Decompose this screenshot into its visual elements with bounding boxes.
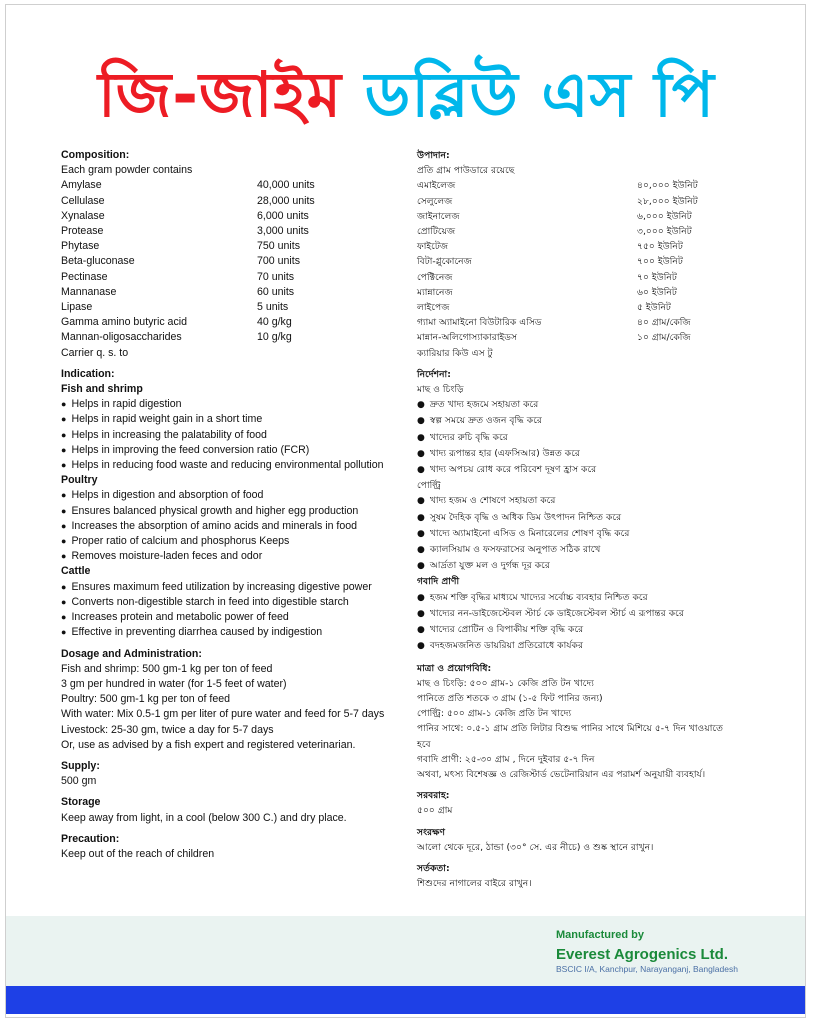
bn-dosage-heading: মাত্রা ও প্রয়োগবিধি: [417, 662, 492, 674]
dosage-line: অথবা, মৎস্য বিশেষজ্ঞ ও রেজিস্টার্ড ভেটেনারিয়ান এর পরামর্শ অনুযায়ী ব্যবহার্য। [417, 768, 706, 780]
bn-cattle-list [417, 590, 762, 655]
ingredient-name: Mannan-oligosaccharides [61, 331, 182, 344]
list-item: ● Helps in digestion and absorption of food [61, 488, 401, 503]
list-item: ● খাদ্যের নন-ডাইজেস্টেবল স্টার্চ কে ডাইজেস্টেবল স্টার্চ এ রূপান্তর করে [417, 606, 762, 622]
bottom-color-bar [6, 986, 805, 1014]
composition-row [61, 239, 401, 254]
ingredient-name: সেলুলেজ [417, 195, 453, 207]
composition-row [61, 300, 401, 315]
ingredient-amount: 40,000 units [257, 179, 315, 192]
ingredient-amount: ৬,০০০ ইউনিট [637, 210, 692, 222]
bn-carrier-line: ক্যারিয়ার কিউ এস টু [417, 347, 493, 359]
poultry-heading: Poultry [61, 474, 98, 487]
ingredient-amount: ১০ গ্রাম/কেজি [637, 332, 691, 344]
list-item: ● খাদ্যের প্রোটিন ও বিপাকীয় শক্তি বৃদ্ধি করে [417, 622, 762, 638]
ingredient-amount: ৭০০ ইউনিট [637, 256, 683, 268]
bengali-column [417, 148, 762, 891]
title-part-cyan: ডব্লিউ এস পি [364, 58, 715, 131]
composition-row [417, 194, 762, 209]
composition-row [417, 330, 762, 345]
list-item: ● সুষম দৈহিক বৃদ্ধি ও অধিক ডিম উৎপাদন নিশ্চিত করে [417, 510, 762, 526]
list-item: ● Increases the absorption of amino acids and minerals in food [61, 519, 401, 534]
dosage-line: With water: Mix 0.5-1 gm per liter of pure water and feed for 5-7 days [61, 708, 385, 721]
ingredient-name: বিটা-গ্লুকোনেজ [417, 256, 472, 268]
composition-row [417, 315, 762, 330]
dosage-line: Poultry: 500 gm-1 kg per ton of feed [61, 693, 231, 706]
list-item: ● Helps in rapid digestion [61, 397, 401, 412]
ingredient-amount: 60 units [257, 285, 295, 298]
bn-fish-list [417, 397, 762, 478]
fish-list [61, 397, 401, 473]
list-item: ● Helps in rapid weight gain in a short time [61, 412, 401, 427]
list-item: ● দ্রুত খাদ্য হজমে সহায়তা করে [417, 397, 762, 413]
ingredient-amount: 5 units [257, 301, 289, 314]
ingredient-amount: 700 units [257, 255, 300, 268]
bn-cattle-heading: গবাদি প্রাণী [417, 576, 460, 588]
bn-storage-value: আলো থেকে দূরে, ঠান্ডা (৩০° সে. এর নীচে) ও শুষ্ক স্থানে রাখুন। [417, 841, 654, 853]
composition-row [61, 270, 401, 285]
bn-dosage-lines [417, 676, 762, 782]
ingredient-name: Gamma amino butyric acid [61, 316, 187, 329]
ingredient-name: ম্যান্নানেজ [417, 286, 453, 298]
composition-row [417, 224, 762, 239]
dosage-heading: Dosage and Administration: [61, 647, 202, 660]
cattle-heading: Cattle [61, 565, 91, 578]
list-item: ● খাদ্য হজম ও শোষণে সহায়তা করে [417, 493, 762, 509]
composition-list [61, 178, 401, 345]
company-address: BSCIC I/A, Kanchpur, Narayanganj, Bangladesh [556, 964, 738, 974]
fish-heading: Fish and shrimp [61, 383, 143, 396]
bn-composition-heading: উপাদান: [417, 150, 450, 161]
ingredient-amount: 3,000 units [257, 225, 309, 238]
list-item: ● Effective in preventing diarrhea caused by indigestion [61, 625, 401, 640]
composition-row [417, 239, 762, 254]
composition-row [61, 194, 401, 209]
list-item: ● খাদ্য অপচয় রোধ করে পরিবেশ দূষণ হ্রাস করে [417, 462, 762, 478]
bn-indication-heading: নির্দেশনা: [417, 368, 451, 380]
ingredient-name: Phytase [61, 240, 100, 253]
list-item: ● খাদ্যে অ্যামাইনো এসিড ও মিনারেলের শোষণ বৃদ্ধি করে [417, 526, 762, 542]
composition-row [417, 178, 762, 193]
ingredient-name: Lipase [61, 301, 93, 314]
bn-composition-list [417, 178, 762, 345]
storage-value: Keep away from light, in a cool (below 300 C.) and dry place. [61, 811, 347, 824]
composition-intro: Each gram powder contains [61, 164, 193, 177]
supply-heading: Supply: [61, 759, 100, 772]
composition-row [417, 254, 762, 269]
product-title [0, 52, 813, 138]
storage-heading: Storage [61, 796, 101, 809]
list-item: ● আর্দ্রতা যুক্ত মল ও দুর্গন্ধ দূর করে [417, 558, 762, 574]
dosage-line: Fish and shrimp: 500 gm-1 kg per ton of feed [61, 662, 273, 675]
composition-row [61, 330, 401, 345]
bn-composition-intro: প্রতি গ্রাম পাউডারে রয়েছে [417, 165, 515, 177]
composition-row [61, 178, 401, 193]
ingredient-amount: ৬০ ইউনিট [637, 286, 677, 298]
dosage-line: পানিতে প্রতি শতকে ৩ গ্রাম (১-৫ ফিট পানির জন্য) [417, 692, 603, 704]
title-part-red: জি-জাইম [98, 58, 343, 131]
ingredient-name: প্রোটিয়েজ [417, 226, 456, 238]
ingredient-amount: ৪০ গ্রাম/কেজি [637, 317, 691, 329]
ingredient-amount: 28,000 units [257, 194, 315, 207]
composition-row [61, 315, 401, 330]
ingredient-name: Pectinase [61, 270, 108, 283]
cattle-list [61, 580, 401, 641]
dosage-line: পোল্ট্রি: ৫০০ গ্রাম-১ কেজি প্রতি টন খাদ্যে [417, 708, 572, 720]
list-item: ● হজম শক্তি বৃদ্ধির মাধ্যমে খাদ্যের সর্বোচ্চ ব্যবহার নিশ্চিত করে [417, 590, 762, 606]
ingredient-amount: 10 g/kg [257, 331, 292, 344]
composition-row [417, 209, 762, 224]
ingredient-amount: 70 units [257, 270, 295, 283]
bn-fish-heading: মাছ ও চিংড়ি [417, 384, 464, 396]
dosage-line: Or, use as advised by a fish expert and registered veterinarian. [61, 738, 356, 751]
ingredient-amount: 40 g/kg [257, 316, 292, 329]
bn-precaution-value: শিশুদের নাগালের বাইরে রাখুন। [417, 878, 532, 890]
dosage-line: 3 gm per hundred in water (for 1-5 feet of water) [61, 677, 287, 690]
composition-row [61, 254, 401, 269]
composition-row [417, 270, 762, 285]
ingredient-name: লাইপেজ [417, 302, 450, 314]
indication-heading: Indication: [61, 367, 115, 380]
poultry-list [61, 488, 401, 564]
manufactured-by-label: Manufactured by [556, 929, 645, 941]
english-column [61, 148, 401, 862]
ingredient-name: Mannanase [61, 285, 117, 298]
list-item: ● Helps in increasing the palatability of food [61, 428, 401, 443]
list-item: ● Helps in reducing food waste and reducing environmental pollution [61, 458, 401, 473]
bn-precaution-heading: সর্তকতা: [417, 862, 450, 874]
dosage-lines [61, 662, 401, 753]
list-item: ● Removes moisture-laden feces and odor [61, 549, 401, 564]
ingredient-name: এমাইলেজ [417, 180, 456, 192]
ingredient-name: Cellulase [61, 194, 105, 207]
bn-supply-heading: সরবরাহ: [417, 790, 450, 802]
list-item: ● Proper ratio of calcium and phosphorus Keeps [61, 534, 401, 549]
list-item: ● Converts non-digestible starch in feed into digestible starch [61, 595, 401, 610]
manufacturer-block [556, 929, 738, 974]
list-item: ● ক্যালসিয়াম ও ফসফরাসের অনুপাত সঠিক রাখে [417, 542, 762, 558]
ingredient-amount: ২৮,০০০ ইউনিট [637, 195, 698, 207]
list-item: ● Ensures maximum feed utilization by increasing digestive power [61, 580, 401, 595]
ingredient-amount: ৭০ ইউনিট [637, 271, 677, 283]
composition-row [61, 209, 401, 224]
list-item: ● Ensures balanced physical growth and higher egg production [61, 504, 401, 519]
dosage-line: Livestock: 25-30 gm, twice a day for 5-7 days [61, 723, 274, 736]
supply-value: 500 gm [61, 775, 97, 788]
list-item: ● খাদ্যের রুচি বৃদ্ধি করে [417, 430, 762, 446]
precaution-heading: Precaution: [61, 832, 120, 845]
ingredient-amount: 750 units [257, 240, 300, 253]
bn-supply-value: ৫০০ গ্রাম [417, 805, 453, 817]
dosage-line: মাছ ও চিংড়ি: ৫০০ গ্রাম-১ কেজি প্রতি টন খাদ্যে [417, 677, 594, 689]
ingredient-amount: ৩,০০০ ইউনিট [637, 226, 692, 238]
ingredient-amount: ৪০,০০০ ইউনিট [637, 180, 698, 192]
composition-row [61, 224, 401, 239]
ingredient-amount: ৭৫০ ইউনিট [637, 241, 683, 253]
list-item: ● Increases protein and metabolic power of feed [61, 610, 401, 625]
bn-poultry-list [417, 493, 762, 574]
ingredient-amount: ৫ ইউনিট [637, 302, 671, 314]
list-item: ● স্বল্প সময়ে দ্রুত ওজন বৃদ্ধি করে [417, 413, 762, 429]
company-name: Everest Agrogenics Ltd. [556, 946, 728, 963]
ingredient-name: গ্যামা অ্যামাইনো বিউটারিক এসিড [417, 317, 542, 329]
list-item: ● বদহজমজনিত ডায়রিয়া প্রতিরোধে কার্যকর [417, 638, 762, 654]
composition-row [417, 285, 762, 300]
precaution-value: Keep out of the reach of children [61, 847, 215, 860]
ingredient-name: Xynalase [61, 209, 105, 222]
bn-poultry-heading: পোল্ট্রি [417, 480, 441, 492]
bn-storage-heading: সংরক্ষণ [417, 826, 446, 838]
ingredient-name: Beta-gluconase [61, 255, 135, 268]
composition-row [417, 300, 762, 315]
ingredient-name: পেক্টিনেজ [417, 271, 453, 283]
carrier-line: Carrier q. s. to [61, 346, 129, 359]
ingredient-name: মান্নান-অলিগোস্যাকারাইডস [417, 332, 518, 344]
composition-heading: Composition: [61, 149, 130, 161]
ingredient-name: Protease [61, 225, 104, 238]
composition-row [61, 285, 401, 300]
ingredient-amount: 6,000 units [257, 209, 309, 222]
dosage-line: হবে [417, 738, 431, 750]
dosage-line: পানির সাথে: ০.৫-১ গ্রাম প্রতি লিটার বিশুদ্ধ পানির সাথে মিশিয়ে ৫-৭ দিন খাওয়াতে [417, 723, 723, 735]
list-item: ● Helps in improving the feed conversion ratio (FCR) [61, 443, 401, 458]
list-item: ● খাদ্য রূপান্তর হার (এফসিআর) উন্নত করে [417, 446, 762, 462]
ingredient-name: Amylase [61, 179, 102, 192]
dosage-line: গবাদি প্রাণী: ২৫-৩০ গ্রাম , দিনে দুইবার ৫-৭ দিন [417, 753, 595, 765]
ingredient-name: জাইনালেজ [417, 210, 460, 222]
ingredient-name: ফাইটেজ [417, 241, 449, 253]
